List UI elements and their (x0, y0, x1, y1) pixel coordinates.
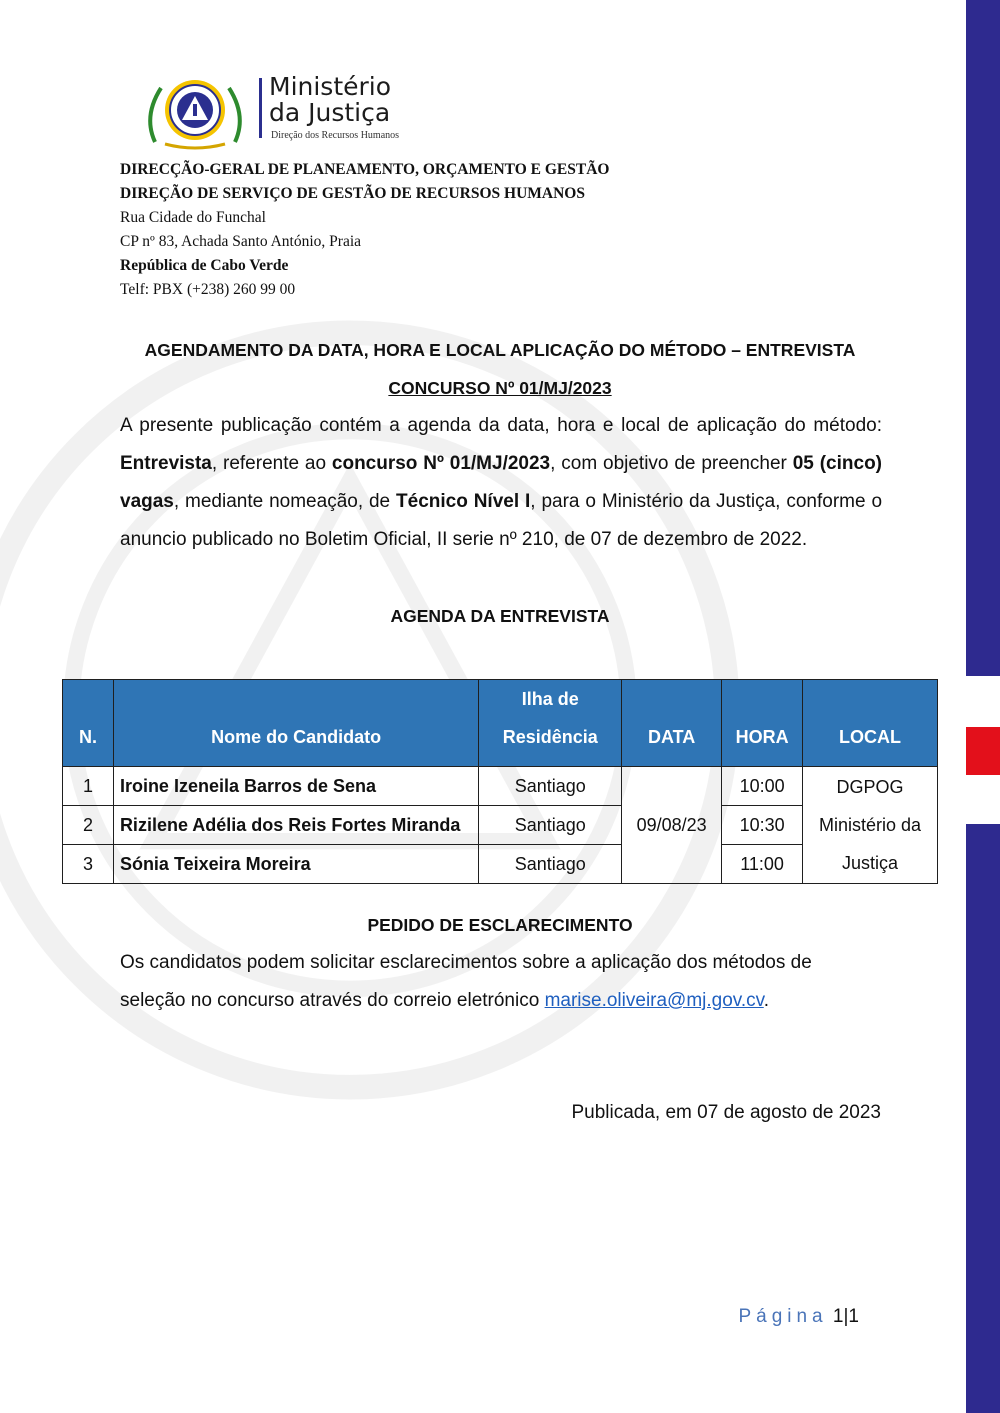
col-header-island-line2: Residência (502, 727, 598, 747)
logo-title-line1: Ministério (269, 72, 392, 101)
col-header-local: LOCAL (803, 680, 938, 767)
col-header-hour: HORA (722, 680, 803, 767)
cell-name: Sónia Teixeira Moreira (113, 845, 478, 884)
side-bar-blue-top (966, 0, 1000, 676)
cell-date: 09/08/23 (622, 767, 722, 884)
local-line2: Ministério da (819, 815, 922, 835)
intro-bold-1: Entrevista (120, 453, 212, 474)
table-row (63, 767, 938, 806)
intro-bold-4: Técnico Nível I (396, 491, 531, 512)
cell-name: Iroine Izeneila Barros de Sena (113, 767, 478, 806)
coat-of-arms-icon (135, 72, 255, 152)
intro-bold-2: concurso Nº 01/MJ/2023 (331, 453, 551, 474)
clarification-text: Os candidatos podem solicitar esclarecimentos sobre a aplicação dos métodos de seleção no concurso através do correio eletrónico (120, 952, 812, 1011)
email-link[interactable]: marise.oliveira@mj.gov.cv (544, 990, 764, 1011)
logo-subtitle: Direção dos Recursos Humanos (271, 130, 400, 141)
agenda-title: AGENDA DA ENTREVISTA (390, 606, 610, 626)
col-header-island-line1: Ilha de (521, 689, 579, 709)
cell-hour: 10:30 (722, 806, 803, 845)
clarification-paragraph (120, 944, 882, 1020)
address-block (120, 158, 609, 302)
cell-hour: 10:00 (722, 767, 803, 806)
local-line1: DGPOG (836, 777, 904, 797)
page-label: Página (738, 1306, 828, 1327)
col-header-n: N. (63, 680, 114, 767)
address-line5: República de Cabo Verde (120, 257, 289, 274)
side-bar-red (966, 727, 1000, 775)
page-total: 1 (848, 1306, 859, 1327)
cell-n: 2 (63, 806, 114, 845)
clarification-title: PEDIDO DE ESCLARECIMENTO (367, 915, 633, 935)
col-header-date: DATA (622, 680, 722, 767)
logo-title (269, 74, 391, 126)
cell-hour: 11:00 (722, 845, 803, 884)
cell-island: Santiago (479, 845, 622, 884)
local-line3: Justiça (842, 853, 899, 873)
page-footer (738, 1306, 859, 1328)
address-line3: Rua Cidade do Funchal (120, 209, 266, 226)
intro-text-1: A presente publicação contém a agenda da data, hora e local de aplicação do método: (120, 415, 882, 436)
side-bar-blue-bottom (966, 824, 1000, 1413)
intro-text-5: , para o Ministério da Justiça, conforme o anuncio publicado no Boletim Oficial, II serie nº 210, de 07 de dezembro de 2022. (120, 491, 883, 550)
col-header-name: Nome do Candidato (113, 680, 478, 767)
cell-island: Santiago (479, 767, 622, 806)
logo-title-line2: da Justiça (269, 98, 391, 127)
page-number: 1 (832, 1306, 844, 1327)
cell-n: 3 (63, 845, 114, 884)
ministry-logo (135, 72, 455, 152)
col-header-island (479, 680, 622, 767)
cell-n: 1 (63, 767, 114, 806)
clarification-end: . (763, 990, 770, 1011)
contest-number: CONCURSO Nº 01/MJ/2023 (388, 378, 612, 398)
logo-divider (259, 78, 262, 138)
intro-text-4: , mediante nomeação, de (173, 491, 397, 512)
intro-text-2: , referente ao (211, 453, 332, 474)
address-line6: Telf: PBX (+238) 260 99 00 (120, 281, 296, 298)
address-line2: DIREÇÃO DE SERVIÇO DE GESTÃO DE RECURSOS HUMANOS (120, 185, 585, 202)
intro-text-3: , com objetivo de preencher (550, 453, 793, 474)
published-date: Publicada, em 07 de agosto de 2023 (571, 1102, 881, 1123)
intro-bold-3: 05 (cinco) vagas (120, 453, 882, 512)
table-header-row (63, 680, 938, 767)
cell-name: Rizilene Adélia dos Reis Fortes Miranda (113, 806, 478, 845)
cell-local (803, 767, 938, 884)
address-line1: DIRECÇÃO-GERAL DE PLANEAMENTO, ORÇAMENTO E GESTÃO (120, 161, 610, 178)
address-line4: CP nº 83, Achada Santo António, Praia (120, 233, 362, 250)
intro-paragraph (120, 407, 882, 559)
cell-island: Santiago (479, 806, 622, 845)
agenda-table (62, 679, 938, 884)
page-subtitle (0, 378, 1000, 399)
page-title: AGENDAMENTO DA DATA, HORA E LOCAL APLICAÇÃO DO MÉTODO – ENTREVISTA (144, 340, 856, 360)
page-separator: | (843, 1306, 849, 1327)
